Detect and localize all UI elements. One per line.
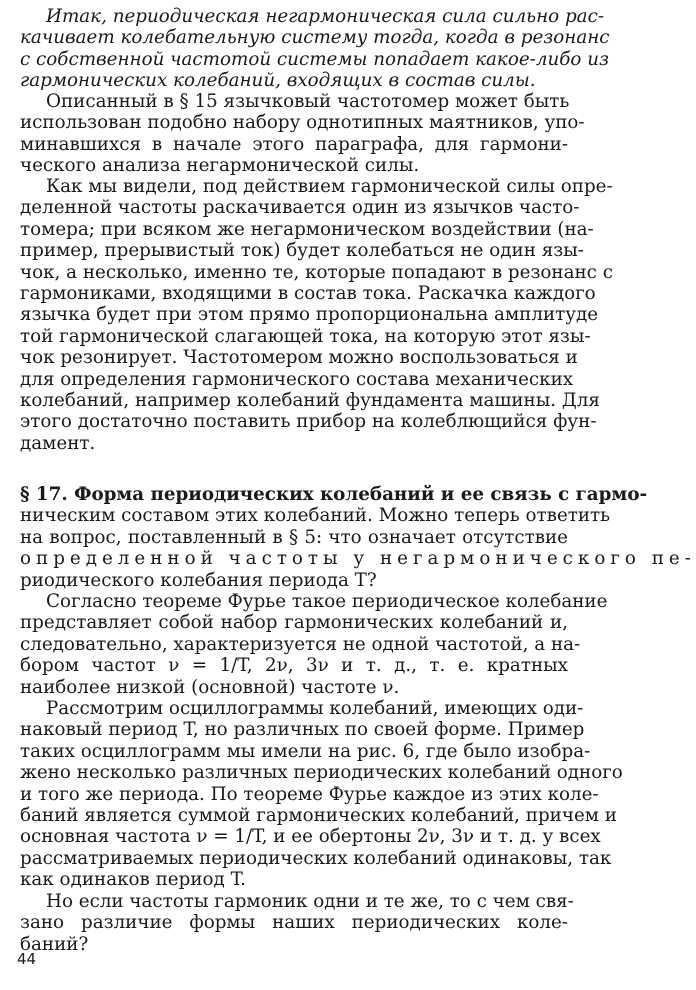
text-line: баний является суммой гармонических колебаний, причем и [20, 804, 617, 826]
text-line: ческого анализа негармонической силы. [20, 155, 420, 177]
text-line: чок резонирует. Частотомером можно воспользоваться и [20, 347, 578, 369]
text-line: наиболее низкой (основной) частоте ν. [20, 676, 400, 698]
text-line: язычка будет при этом прямо пропорциональна амплитуде [20, 304, 599, 326]
text-line: рассматриваемых периодических колебаний одинаковы, так [20, 847, 612, 869]
text-line: жено несколько различных периодических колебаний одного [20, 762, 623, 784]
section-heading-line: § 17. Форма периодических колебаний и ее связь с гармо- [20, 484, 648, 505]
text-line: пример, прерывистый ток) будет колебаться не один язы- [20, 240, 584, 262]
text-line: той гармонической слагающей тока, на которую этот язы- [20, 325, 591, 347]
text-line: для определения гармонического состава механических [20, 368, 574, 390]
text-line: использован подобно набору однотипных маятников, упо- [20, 112, 585, 134]
text-line: и того же периода. По теореме Фурье каждое из этих коле- [20, 783, 599, 805]
text-line: определенной частоты у негармонического пе- [20, 548, 696, 570]
text-line: Рассмотрим осциллограммы колебаний, имеющих оди- [46, 698, 584, 719]
text-line: Описанный в § 15 язычковый частотомер может быть [46, 91, 570, 112]
text-line: томера; при всяком же негармоническом воздействии (на- [20, 218, 594, 240]
text-line: Как мы видели, под действием гармонической силы опре- [46, 176, 613, 197]
text-line: гармониками, входящими в состав тока. Раскачка каждого [20, 282, 596, 304]
text-line: основная частота ν = 1/T, и ее обертоны 2ν, 3ν и т. д. у всех [20, 826, 601, 848]
text-line: ническим составом этих колебаний. Можно теперь ответить [20, 505, 611, 527]
text-line: Итак, периодическая негармоническая сила сильно рас- [46, 6, 604, 27]
text-line: минавшихся в начале этого параграфа, для гармони- [20, 133, 568, 155]
text-line: как одинаков период T. [20, 869, 246, 891]
section-17-heading-paragraph [20, 484, 696, 591]
text-line: таких осциллограмм мы имели на рис. 6, где было изобра- [20, 740, 591, 762]
text-line: бором частот ν = 1/T, 2ν, 3ν и т. д., т. е. кратных [20, 655, 568, 677]
text-line: Но если частоты гармоник одни и те же, то с чем свя- [46, 891, 574, 912]
paragraph-closing-question [20, 891, 574, 955]
text-line: колебаний, например колебаний фундамента машины. Для [20, 389, 600, 411]
text-line: риодического колебания периода T? [20, 569, 377, 591]
paragraph-reed-frequency-meter [20, 91, 585, 177]
text-line: гармонических колебаний, входящих в состав силы. [20, 70, 536, 92]
text-line: дамент. [20, 432, 96, 454]
text-line: Согласно теореме Фурье такое периодическое колебание [46, 591, 608, 612]
paragraph-harmonic-analysis [20, 176, 613, 454]
text-line: этого достаточно поставить прибор на колеблющийся фун- [20, 411, 597, 433]
text-line: чок, а несколько, именно те, которые попадают в резонанс с [20, 261, 613, 283]
text-line: наковый период T, но различных по своей форме. Пример [20, 719, 585, 741]
text-line: баний? [20, 933, 89, 955]
text-line: следовательно, характеризуется не одной частотой, а на- [20, 633, 581, 655]
paragraph-resonance-conclusion [20, 6, 610, 92]
text-line: представляет собой набор гармонических колебаний и, [20, 612, 568, 634]
text-line: на вопрос, поставленный в § 5: что означает отсутствие [20, 526, 568, 548]
text-line: деленной частоты раскачивается один из язычков часто- [20, 197, 580, 219]
text-line: качивает колебательную систему тогда, когда в резонанс [20, 27, 610, 49]
paragraph-oscillograms [20, 698, 623, 891]
text-line: зано различие формы наших периодических коле- [20, 912, 568, 934]
text-line: с собственной частотой системы попадает какое-либо из [20, 48, 609, 70]
page-number: 44 [17, 950, 37, 968]
paragraph-fourier-theorem [20, 591, 608, 698]
